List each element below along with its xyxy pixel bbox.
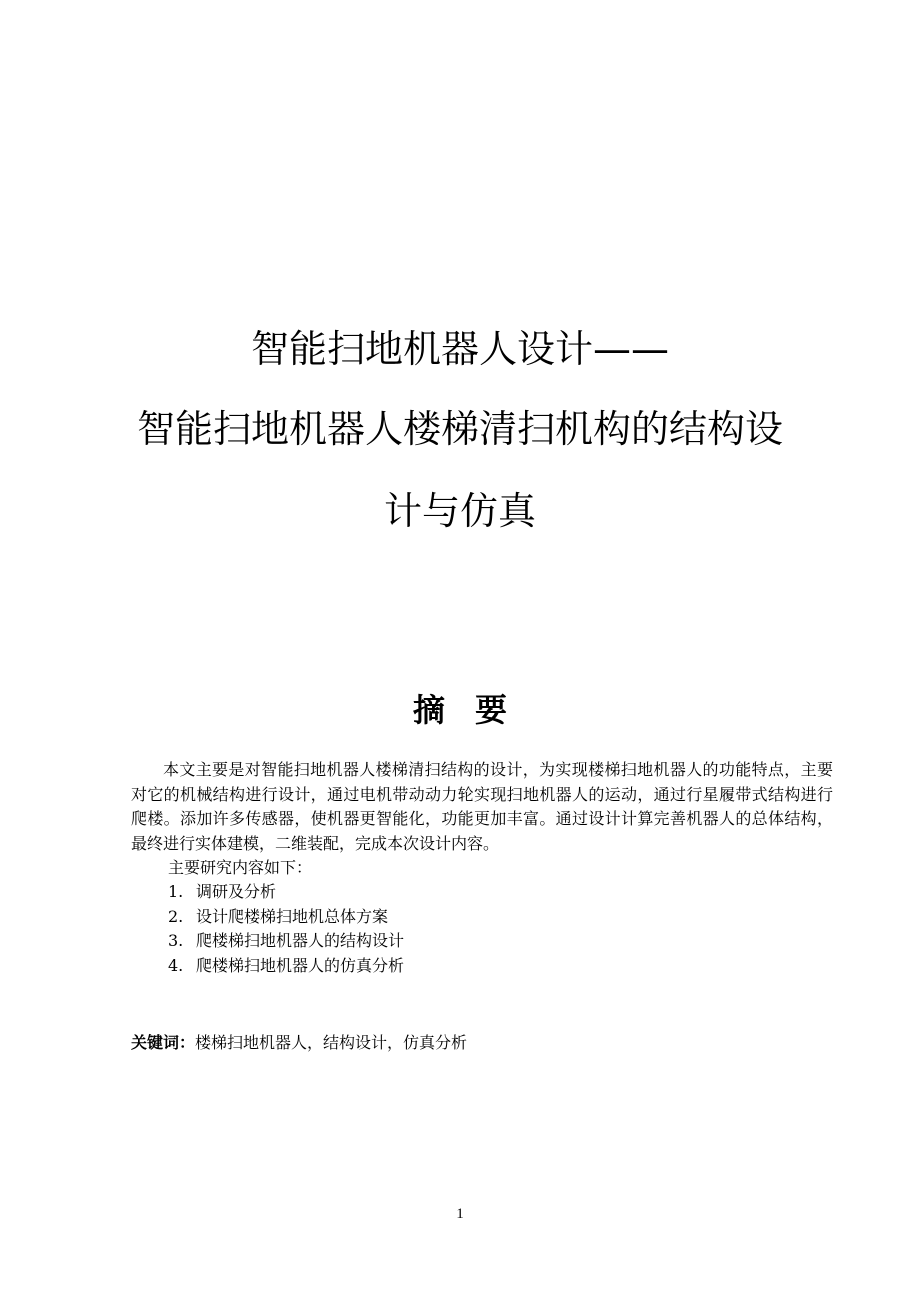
list-item-text: 爬楼梯扫地机器人的结构设计 <box>196 931 405 950</box>
list-item <box>168 929 404 954</box>
list-item-text: 爬楼梯扫地机器人的仿真分析 <box>196 955 405 975</box>
document-title <box>0 327 920 533</box>
title-line-1: 智能扫地机器人设计—— <box>250 327 669 371</box>
list-item-number: 3. <box>168 931 184 950</box>
list-item <box>168 880 404 905</box>
research-list <box>168 880 404 978</box>
list-item-number: 2. <box>168 906 184 926</box>
abstract-body <box>131 758 833 856</box>
list-item-number: 1. <box>168 882 184 901</box>
list-item-text: 设计爬楼梯扫地机总体方案 <box>196 906 389 926</box>
title-line-2: 智能扫地机器人楼梯清扫机构的结构设 <box>136 407 783 451</box>
abstract-paragraph: 本文主要是对智能扫地机器人楼梯清扫结构的设计，为实现楼梯扫地机器人的功能特点，主要对它的机械结构进行设计，通过电机带动动力轮实现扫地机器人的运动，通过行星履带式结构进行爬楼。添加许多传感器，使机器更智能化，功能更加丰富。通过设计计算完善机器人的总体结构，最终进行实体建模，二维装配，完成本次设计内容。 <box>131 760 833 853</box>
list-item <box>168 954 404 979</box>
keywords-text: 楼梯扫地机器人，结构设计，仿真分析 <box>195 1033 468 1052</box>
keywords-line <box>131 1031 467 1055</box>
page-number: 1 <box>456 1206 464 1222</box>
title-line-3: 计与仿真 <box>383 489 536 533</box>
research-intro: 主要研究内容如下： <box>168 858 313 877</box>
abstract-heading: 摘要 <box>412 691 537 729</box>
list-item-number: 4. <box>168 955 184 975</box>
keywords-label: 关键词： <box>131 1033 196 1052</box>
list-item <box>168 905 404 930</box>
list-item-text: 调研及分析 <box>196 882 277 901</box>
